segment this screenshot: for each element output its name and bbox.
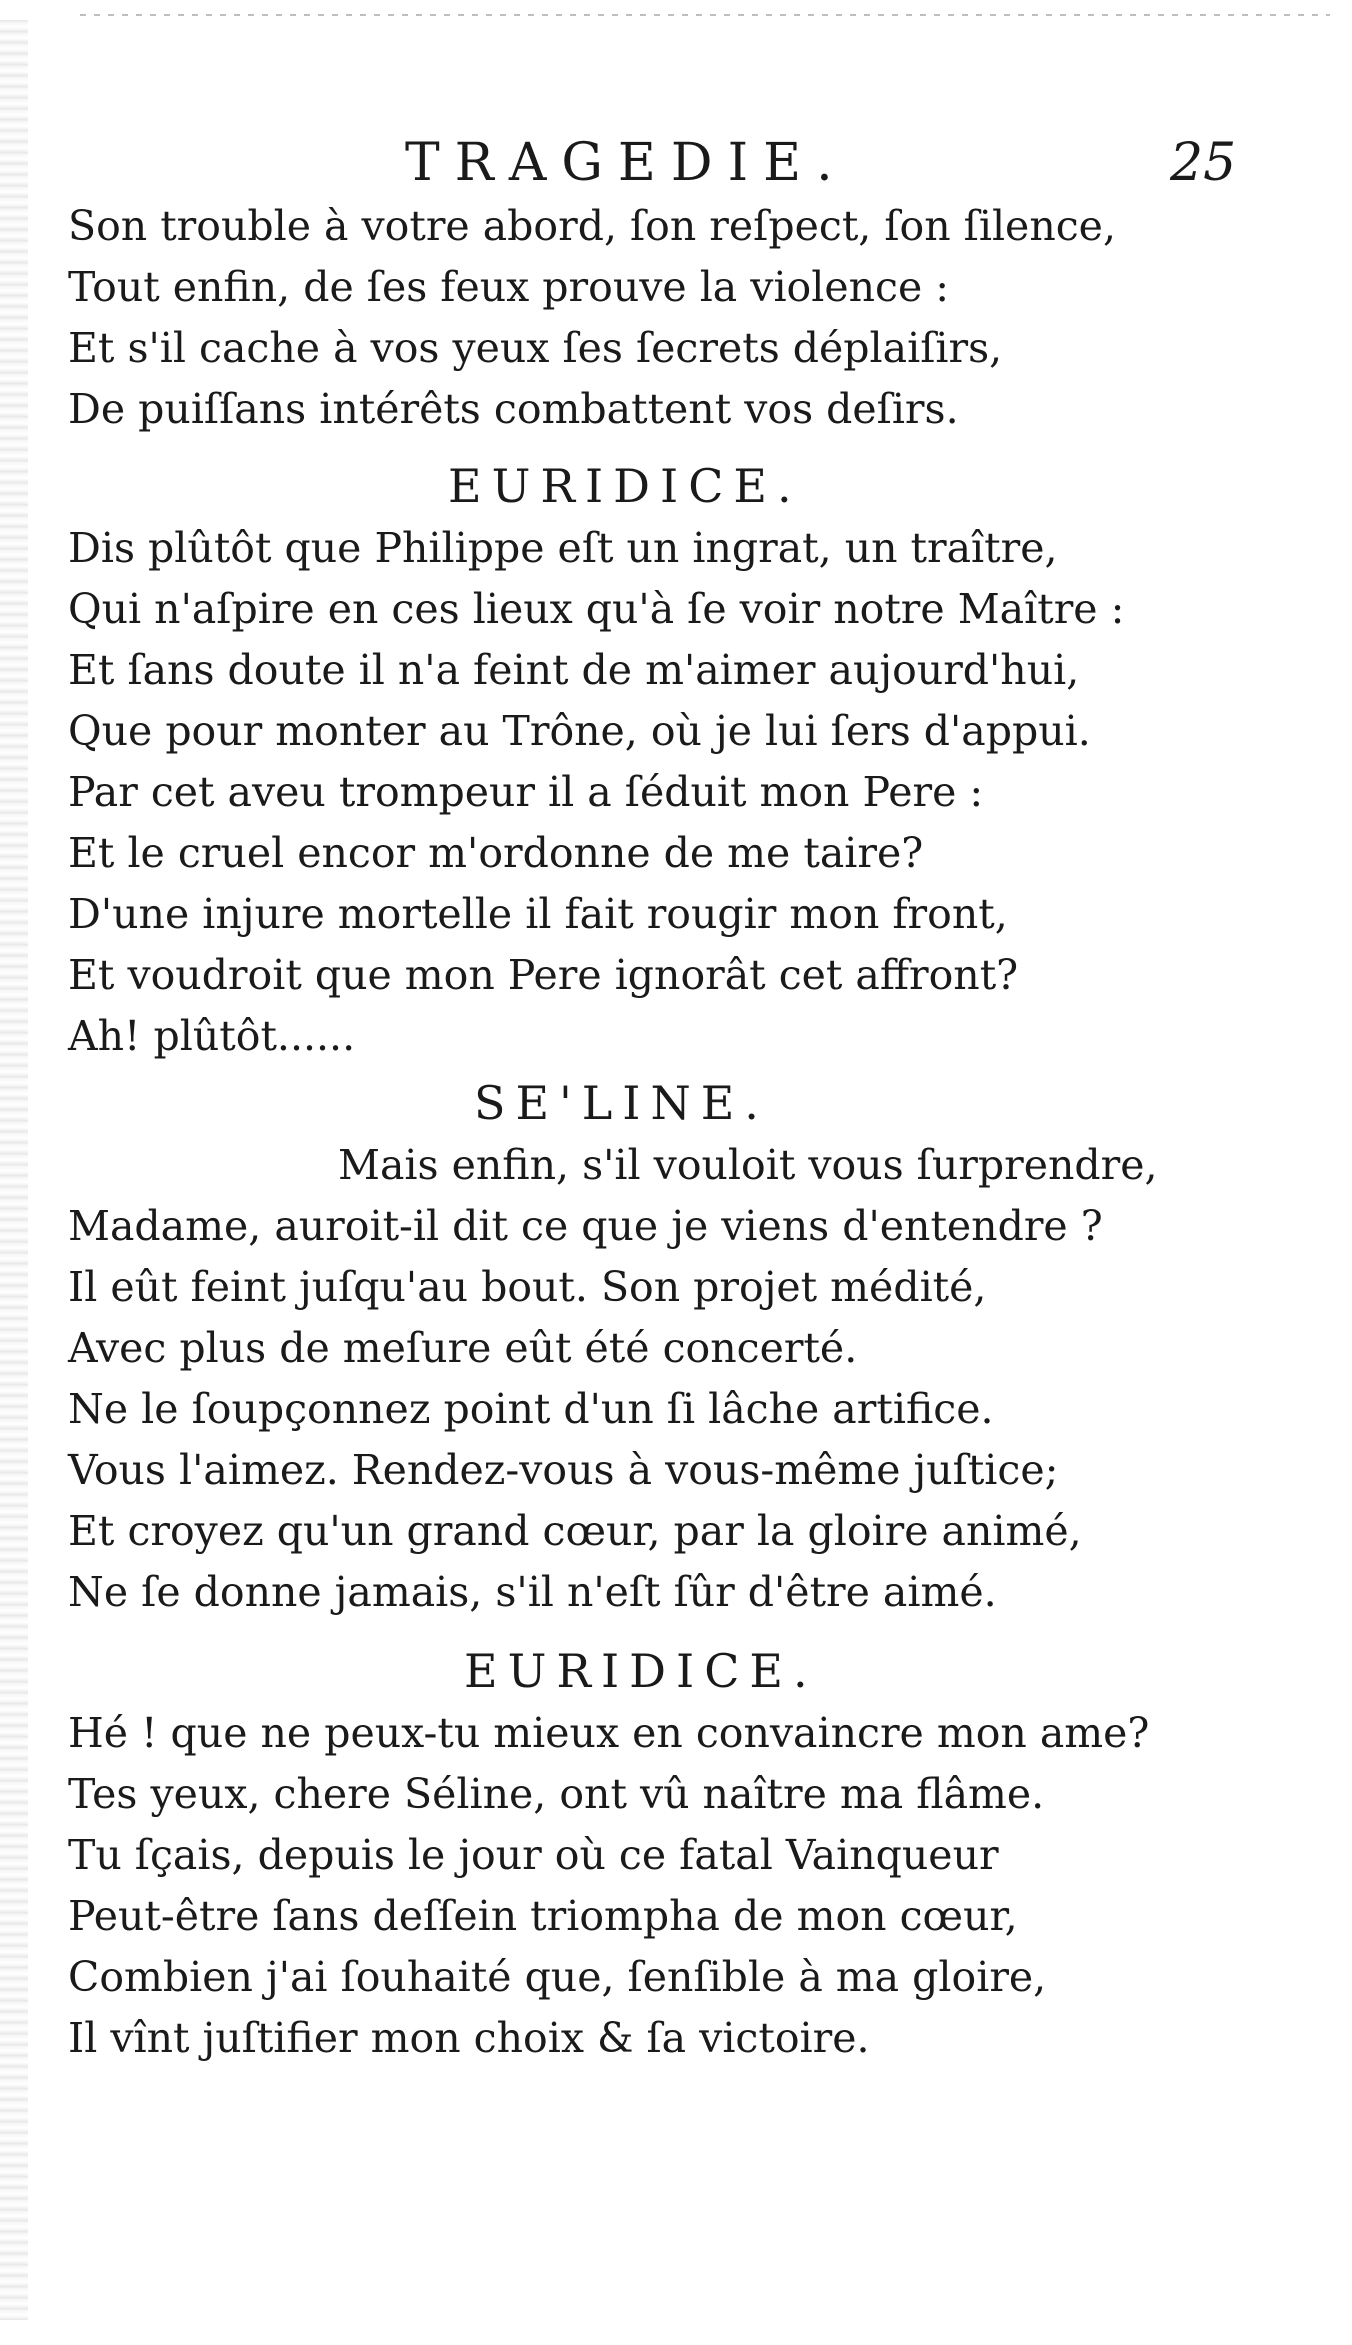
verse-line: Et voudroit que mon Pere ignorât cet affront? — [68, 951, 1019, 999]
speaker-heading: EURIDICE. — [464, 1644, 818, 1698]
verse-line: Ne le ſoupçonnez point d'un ſi lâche artifice. — [68, 1385, 994, 1433]
verse-line: Et s'il cache à vos yeux ſes ſecrets déplaiſirs, — [68, 324, 1003, 372]
verse-line: Il eût feint juſqu'au bout. Son projet médité, — [68, 1263, 987, 1311]
verse-line: Et croyez qu'un grand cœur, par la gloire animé, — [68, 1507, 1082, 1555]
page-number: 25 — [1170, 133, 1237, 193]
verse-line: Dis plûtôt que Philippe eſt un ingrat, un traître, — [68, 524, 1058, 572]
verse-line: Il vînt juſtifier mon choix & ſa victoire. — [68, 2014, 870, 2062]
running-title: TRAGEDIE. — [405, 133, 848, 193]
verse-line: Peut-être ſans deſſein triompha de mon cœur, — [68, 1892, 1018, 1940]
speaker-heading: EURIDICE. — [448, 459, 802, 513]
verse-line: Par cet aveu trompeur il a ſéduit mon Pere : — [68, 768, 984, 816]
verse-line: Mais enfin, s'il vouloit vous ſurprendre, — [338, 1141, 1158, 1189]
verse-line: Ne ſe donne jamais, s'il n'eſt ſûr d'être aimé. — [68, 1568, 997, 1616]
verse-line: Ah! plûtôt...... — [68, 1012, 356, 1060]
verse-line: Tes yeux, chere Séline, ont vû naître ma flâme. — [68, 1770, 1045, 1818]
verse-line: Avec plus de meſure eût été concerté. — [68, 1324, 858, 1372]
verse-line: Madame, auroit-il dit ce que je viens d'entendre ? — [68, 1202, 1103, 1250]
verse-line: Et ſans doute il n'a feint de m'aimer aujourd'hui, — [68, 646, 1080, 694]
verse-line: Que pour monter au Trône, où je lui ſers d'appui. — [68, 707, 1091, 755]
verse-line: Tout enfin, de ſes feux prouve la violence : — [68, 263, 950, 311]
verse-text — [68, 196, 1308, 2069]
page-top-edge — [80, 14, 1330, 16]
verse-line: Qui n'aſpire en ces lieux qu'à ſe voir notre Maître : — [68, 585, 1125, 633]
verse-line: Tu ſçais, depuis le jour où ce fatal Vainqueur — [68, 1831, 999, 1879]
verse-line: Son trouble à votre abord, ſon reſpect, ſon ſilence, — [68, 202, 1116, 250]
verse-line: De puiſſans intérêts combattent vos deſirs. — [68, 385, 959, 433]
verse-line: Vous l'aimez. Rendez-vous à vous-même juſtice; — [68, 1446, 1059, 1494]
page-header — [0, 128, 1352, 198]
verse-line: D'une injure mortelle il fait rougir mon front, — [68, 890, 1008, 938]
verse-line: Hé ! que ne peux-tu mieux en convaincre mon ame? — [68, 1709, 1150, 1757]
verse-line: Combien j'ai ſouhaité que, ſenſible à ma gloire, — [68, 1953, 1047, 2001]
speaker-heading: SE'LINE. — [474, 1076, 769, 1130]
page-binding-edge — [0, 20, 28, 2320]
verse-line: Et le cruel encor m'ordonne de me taire? — [68, 829, 924, 877]
